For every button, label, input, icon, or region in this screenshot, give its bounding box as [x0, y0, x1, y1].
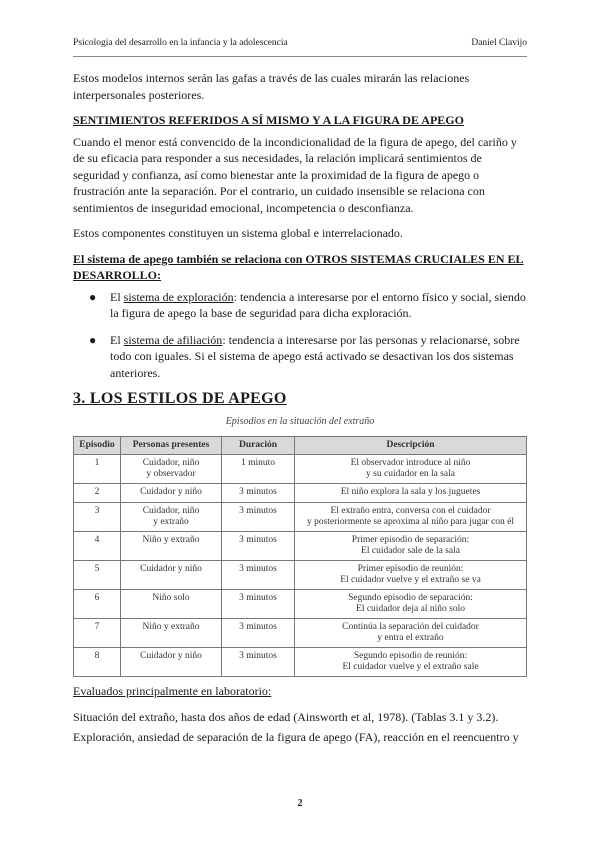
cell-description: Segundo episodio de reunión: El cuidador vuelve y el extraño sale	[295, 648, 527, 677]
cell-description: Continúa la separación del cuidador y entra el extraño	[295, 619, 527, 648]
cell-persons: Niño solo	[121, 590, 222, 619]
bullet-icon: ●	[89, 289, 97, 304]
components-paragraph: Estos componentes constituyen un sistema global e interrelacionado.	[73, 226, 403, 240]
cell-persons: Cuidador y niño	[121, 648, 222, 677]
cell-episode: 4	[74, 532, 121, 561]
term-affiliation: sistema de afiliación	[123, 332, 223, 347]
cell-description: Primer episodio de reunión: El cuidador vuelve y el extraño se va	[295, 561, 527, 590]
cell-persons: Cuidador y niño	[121, 561, 222, 590]
col-header-duration: Duración	[222, 437, 295, 455]
intro-paragraph: Estos modelos internos serán las gafas a través de las cuales mirarán las relaciones interpersonales posteriores.	[73, 71, 470, 102]
cell-description: Segundo episodio de separación: El cuidador deja al niño solo	[295, 590, 527, 619]
col-header-persons: Personas presentes	[121, 437, 222, 455]
cell-duration: 3 minutos	[222, 532, 295, 561]
header-author: Daniel Clavijo	[471, 38, 527, 48]
cell-duration: 3 minutos	[222, 503, 295, 532]
cell-persons: Cuidador y niño	[121, 484, 222, 503]
page-content	[73, 70, 527, 755]
cell-description: Primer episodio de separación: El cuidador sale de la sala	[295, 532, 527, 561]
table-row	[74, 590, 527, 619]
table-row	[74, 503, 527, 532]
list-item: ● El sistema de exploración: tendencia a interesarse por el entorno físico y social, siendo la figura de apego la base de seguridad para dicha exploración.	[89, 289, 526, 320]
cell-persons: Niño y extraño	[121, 619, 222, 648]
cell-episode: 2	[74, 484, 121, 503]
section-heading-systems: El sistema de apego también se relaciona con OTROS SISTEMAS CRUCIALES EN EL DESARROLLO:	[73, 251, 524, 282]
header-course-title: Psicología del desarrollo en la infancia y la adolescencia	[73, 38, 288, 48]
cell-duration: 3 minutos	[222, 619, 295, 648]
table-body	[74, 455, 527, 677]
cell-description: El niño explora la sala y los juguetes	[295, 484, 527, 503]
section-heading-feelings: SENTIMIENTOS REFERIDOS A SÍ MISMO Y A LA FIGURA DE APEGO	[73, 113, 464, 127]
cell-episode: 6	[74, 590, 121, 619]
cell-description: El observador introduce al niño y su cuidador en la sala	[295, 455, 527, 484]
lab-heading: Evaluados principalmente en laboratorio:	[73, 684, 272, 698]
bullet-icon: ●	[89, 332, 97, 347]
term-exploration: sistema de exploración	[123, 289, 234, 304]
cell-persons: Cuidador, niño y extraño	[121, 503, 222, 532]
table-row	[74, 561, 527, 590]
cell-persons: Cuidador, niño y observador	[121, 455, 222, 484]
table-row	[74, 619, 527, 648]
episodes-table	[73, 436, 527, 677]
cell-duration: 1 minuto	[222, 455, 295, 484]
cell-episode: 3	[74, 503, 121, 532]
feelings-paragraph: Cuando el menor está convencido de la incondicionalidad de la figura de apego, del cariño y de su eficacia para responder a sus necesidades, la relación implicará sentimientos de seguridad y confianza, así como bienestar ante la proximidad de la figura de apego o frustración ante la separación. Por el contrario, un cuidado insensible se relaciona con sentimientos de inseguridad emocional, incompetencia o desconfianza.	[73, 134, 517, 215]
cell-persons: Niño y extraño	[121, 532, 222, 561]
table-caption: Episodios en la situación del extraño	[225, 415, 375, 427]
cell-episode: 7	[74, 619, 121, 648]
table-header-row	[74, 437, 527, 455]
cell-duration: 3 minutos	[222, 484, 295, 503]
section-heading-attachment-styles: 3. LOS ESTILOS DE APEGO	[73, 390, 287, 407]
cell-duration: 3 minutos	[222, 590, 295, 619]
cell-episode: 1	[74, 455, 121, 484]
cell-duration: 3 minutos	[222, 648, 295, 677]
cell-duration: 3 minutos	[222, 561, 295, 590]
table-row	[74, 532, 527, 561]
col-header-episode: Episodio	[74, 437, 121, 455]
systems-list	[73, 289, 527, 382]
strange-situation-paragraph: Situación del extraño, hasta dos años de edad (Ainsworth et al, 1978). (Tablas 3.1 y 3.2).	[73, 709, 499, 724]
cell-episode: 5	[74, 561, 121, 590]
table-row	[74, 455, 527, 484]
table-row	[74, 484, 527, 503]
cell-episode: 8	[74, 648, 121, 677]
table-row	[74, 648, 527, 677]
list-item: ● El sistema de afiliación: tendencia a interesarse por las personas y relacionarse, sobre todo con iguales. Si el sistema de apego está activado se desactivan los dos sistemas anteriores.	[89, 332, 520, 380]
exploration-paragraph: Exploración, ansiedad de separación de la figura de apego (FA), reacción en el reencuentro y	[73, 730, 519, 744]
col-header-description: Descripción	[295, 437, 527, 455]
page-header	[73, 38, 527, 54]
header-divider	[73, 56, 527, 57]
page-number: 2	[297, 798, 303, 809]
cell-description: El extraño entra, conversa con el cuidador y posteriormente se aproxima al niño para jugar con él	[295, 503, 527, 532]
